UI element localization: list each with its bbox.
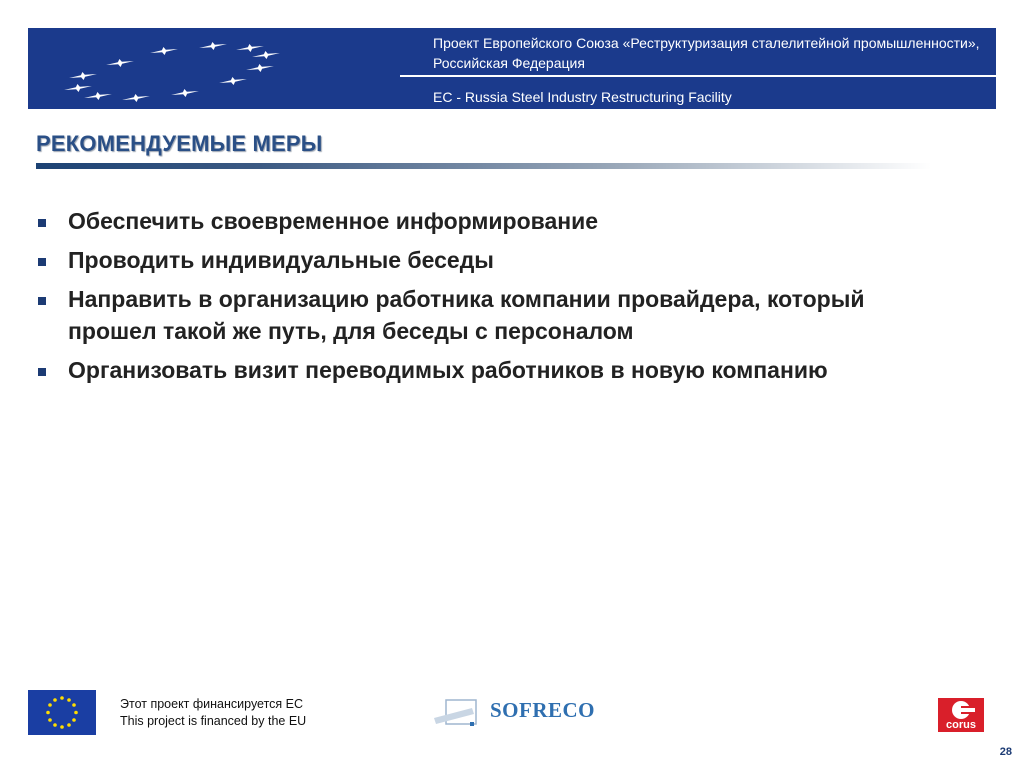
sofreco-logo-text: SOFRECO xyxy=(490,698,596,722)
list-item xyxy=(36,354,956,386)
bullet-square-icon xyxy=(38,219,46,227)
eu-stars-icon xyxy=(28,28,408,109)
bullet-text: Обеспечить своевременное информирование xyxy=(68,208,599,234)
bullet-text: Организовать визит переводимых работников в новую компанию xyxy=(68,357,828,383)
header-banner xyxy=(28,28,996,109)
header-divider xyxy=(400,75,996,77)
financing-en: This project is financed by the EU xyxy=(120,714,307,728)
page-number: 28 xyxy=(999,746,1012,758)
bullet-square-icon xyxy=(38,297,46,305)
corus-logo-text: corus xyxy=(946,719,976,731)
corus-logo xyxy=(938,698,984,732)
list-item xyxy=(36,283,956,347)
list-item xyxy=(36,205,956,237)
sofreco-emblem-icon xyxy=(432,694,488,732)
financing-ru: Этот проект финансируется ЕС xyxy=(120,697,304,711)
bullet-text: Направить в организацию работника компании провайдера, который прошел такой же путь, для беседы с персоналом xyxy=(68,286,865,344)
bullet-square-icon xyxy=(38,258,46,266)
bullet-square-icon xyxy=(38,368,46,376)
bullet-text: Проводить индивидуальные беседы xyxy=(68,247,494,273)
eu-flag-icon xyxy=(28,690,96,735)
slide-title: РЕКОМЕНДУЕМЫЕ МЕРЫ xyxy=(36,131,323,156)
title-underline xyxy=(36,163,931,169)
financing-note xyxy=(120,696,306,730)
sofreco-logo xyxy=(432,694,596,732)
corus-emblem-icon xyxy=(938,699,984,721)
bullet-list xyxy=(36,205,956,393)
list-item xyxy=(36,244,956,276)
header-title-ru: Проект Европейского Союза «Реструктуризация сталелитейной промышленности», Российская Федерация xyxy=(433,35,980,71)
header-title-en: EC - Russia Steel Industry Restructuring Facility xyxy=(433,89,732,105)
